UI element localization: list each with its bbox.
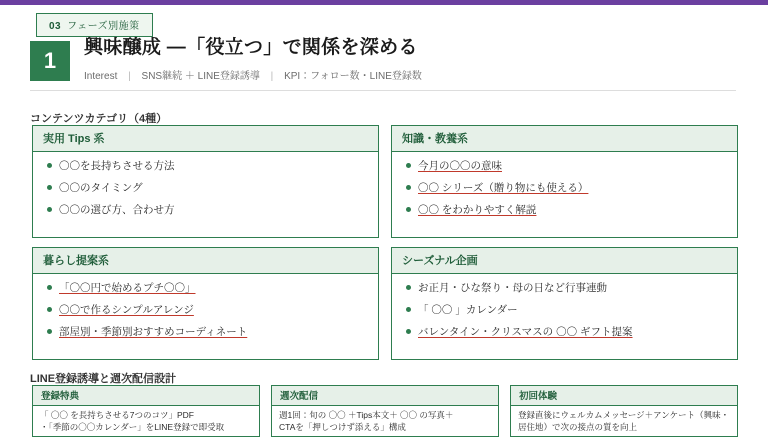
phase-tag — [36, 13, 153, 37]
category-card-practical-tips — [32, 125, 379, 238]
list-item: 〇〇の選び方、合わせ方 — [47, 204, 368, 217]
subtitle-separator: | — [128, 70, 131, 82]
category-card-knowledge — [391, 125, 738, 238]
categories-heading: コンテンツカテゴリ（4種） — [30, 113, 168, 125]
subtitle-item-1: SNS継続 ＋ LINE登録誘導 — [141, 70, 260, 82]
list-item: 〇〇を長持ちさせる方法 — [47, 160, 368, 173]
subtitle-item-0: Interest — [84, 70, 118, 82]
phase-tag-number: 03 — [49, 21, 62, 32]
category-title: 実用 Tips 系 — [33, 126, 378, 152]
list-item: お正月・ひな祭り・母の日など行事連動 — [406, 282, 727, 295]
category-item-list — [392, 152, 737, 217]
flow-heading: LINE登録誘導と週次配信設計 — [30, 373, 177, 385]
flow-card-registration-benefit — [32, 385, 260, 437]
header-number-badge: 1 — [30, 41, 70, 81]
flow-card-line: 居住地）で次の接点の質を向上 — [518, 422, 638, 433]
list-item: 〇〇のタイミング — [47, 182, 368, 195]
header-block — [30, 37, 736, 91]
flow-card-first-experience — [510, 385, 738, 437]
list-item: 今月の〇〇の意味 — [406, 160, 727, 173]
category-grid — [32, 125, 738, 360]
category-card-seasonal — [391, 247, 738, 360]
category-item-list — [392, 274, 737, 339]
flow-card-line: CTAを「押しつけず添える」構成 — [279, 422, 406, 433]
header-subtitle — [84, 67, 422, 82]
list-item: 「〇〇円で始めるプチ〇〇」 — [47, 282, 368, 295]
list-item: バレンタイン・クリスマスの 〇〇 ギフト提案 — [406, 326, 727, 339]
flow-card-title: 週次配信 — [272, 386, 498, 406]
category-title: 暮らし提案系 — [33, 248, 378, 274]
category-item-list — [33, 152, 378, 217]
category-card-lifestyle — [32, 247, 379, 360]
page-title: 興味醸成 ―「役立つ」で関係を深める — [84, 37, 418, 58]
flow-card-body — [272, 406, 498, 434]
flow-card-body — [511, 406, 737, 434]
list-item: 〇〇で作るシンプルアレンジ — [47, 304, 368, 317]
list-item: 〇〇 をわかりやすく解説 — [406, 204, 727, 217]
flow-grid — [32, 385, 738, 437]
flow-card-title: 登録特典 — [33, 386, 259, 406]
category-title: シーズナル企画 — [392, 248, 737, 274]
phase-tag-label: フェーズ別施策 — [67, 21, 140, 32]
flow-card-title: 初回体験 — [511, 386, 737, 406]
flow-card-line: ・「季節の〇〇カレンダー」をLINE登録で即受取 — [40, 422, 225, 433]
flow-card-body — [33, 406, 259, 434]
flow-card-line: 週1回：旬の 〇〇 ＋Tips本文＋ 〇〇 の写真＋ — [279, 410, 454, 420]
list-item: 〇〇 シリーズ（贈り物にも使える） — [406, 182, 727, 195]
category-title: 知識・教養系 — [392, 126, 737, 152]
category-item-list — [33, 274, 378, 339]
list-item: 「 〇〇 」カレンダー — [406, 304, 727, 317]
subtitle-separator: | — [270, 70, 274, 82]
flow-card-line: 登録直後にウェルカムメッセージ＋アンケート（興味・ — [518, 410, 730, 420]
subtitle-item-2: KPI：フォロー数・LINE登録数 — [284, 70, 422, 82]
header-text-group — [84, 37, 422, 82]
slide-page — [0, 5, 768, 436]
flow-card-weekly-delivery — [271, 385, 499, 437]
flow-card-line: 「 〇〇 を長持ちさせる7つのコツ」PDF — [40, 410, 194, 420]
list-item: 部屋別・季節別おすすめコーディネート — [47, 326, 368, 339]
